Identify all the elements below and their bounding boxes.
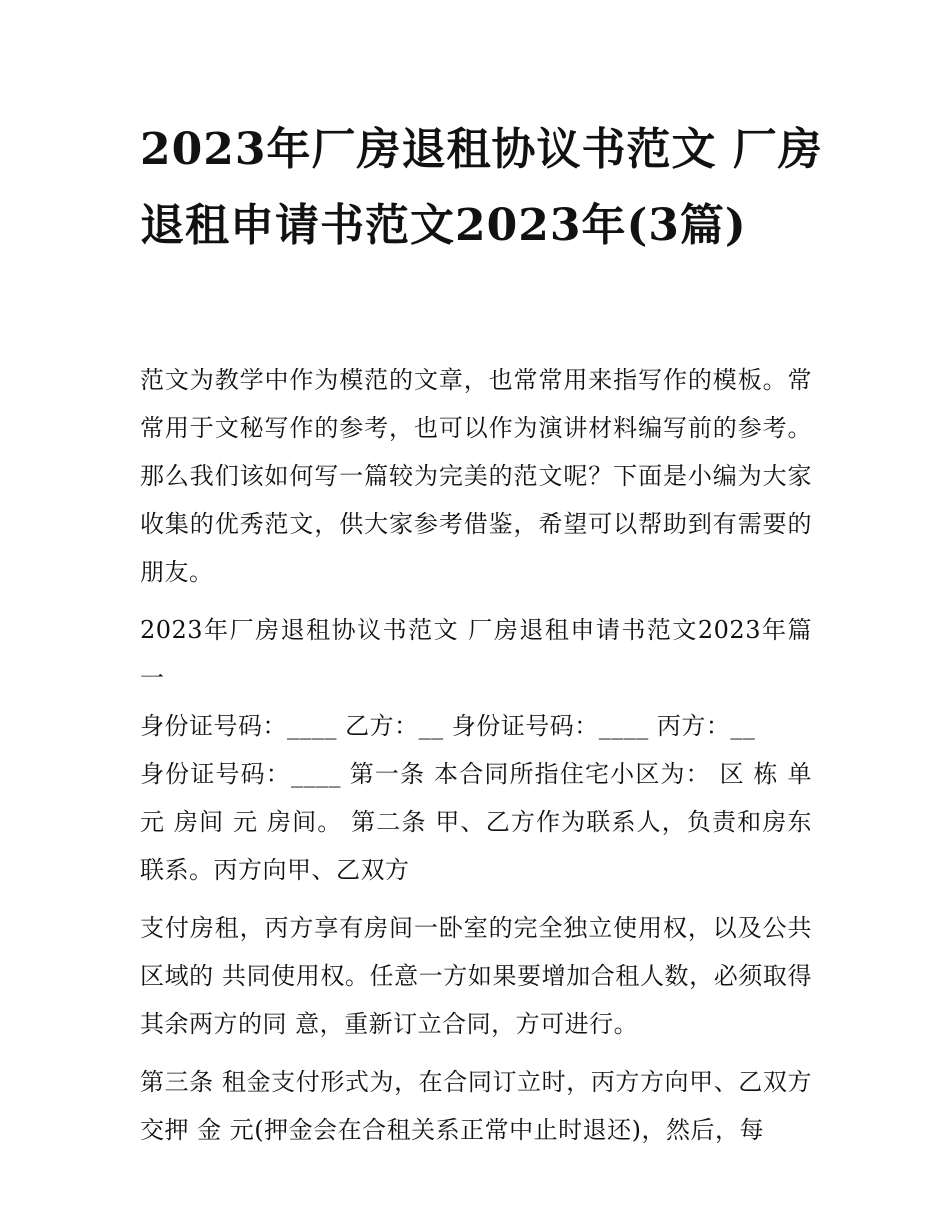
clause-paragraph-1: 身份证号码：____ 第一条 本合同所指住宅小区为： 区 栋 单元 房间 元 房间。 第二条 甲、乙方作为联系人，负责和房东联系。丙方向甲、乙双方 bbox=[140, 760, 812, 884]
parties-line: 身份证号码：____ 乙方：__ 身份证号码：____ 丙方：__ bbox=[140, 712, 756, 740]
clause-paragraph-3: 第三条 租金支付形式为，在合同订立时，丙方方向甲、乙双方交押 金 元(押金会在合租关系正常中止时退还)，然后，每 bbox=[140, 1068, 812, 1144]
section-heading: 2023年厂房退租协议书范文 厂房退租申请书范文2023年篇一 bbox=[140, 616, 812, 692]
intro-paragraph: 范文为教学中作为模范的文章，也常常用来指写作的模板。常常用于文秘写作的参考，也可以作为演讲材料编写前的参考。那么我们该如何写一篇较为完美的范文呢？下面是小编为大家收集的优秀范文，供大家参考借鉴，希望可以帮助到有需要的朋友。 bbox=[140, 366, 812, 586]
document-body bbox=[140, 356, 812, 1164]
document-title: 2023年厂房退租协议书范文 厂房退租申请书范文2023年(3篇) bbox=[140, 124, 823, 251]
clause-paragraph-2: 支付房租，丙方享有房间一卧室的完全独立使用权，以及公共区域的 共同使用权。任意一方如果要增加合租人数，必须取得其余两方的同 意，重新订立合同，方可进行。 bbox=[140, 914, 812, 1038]
